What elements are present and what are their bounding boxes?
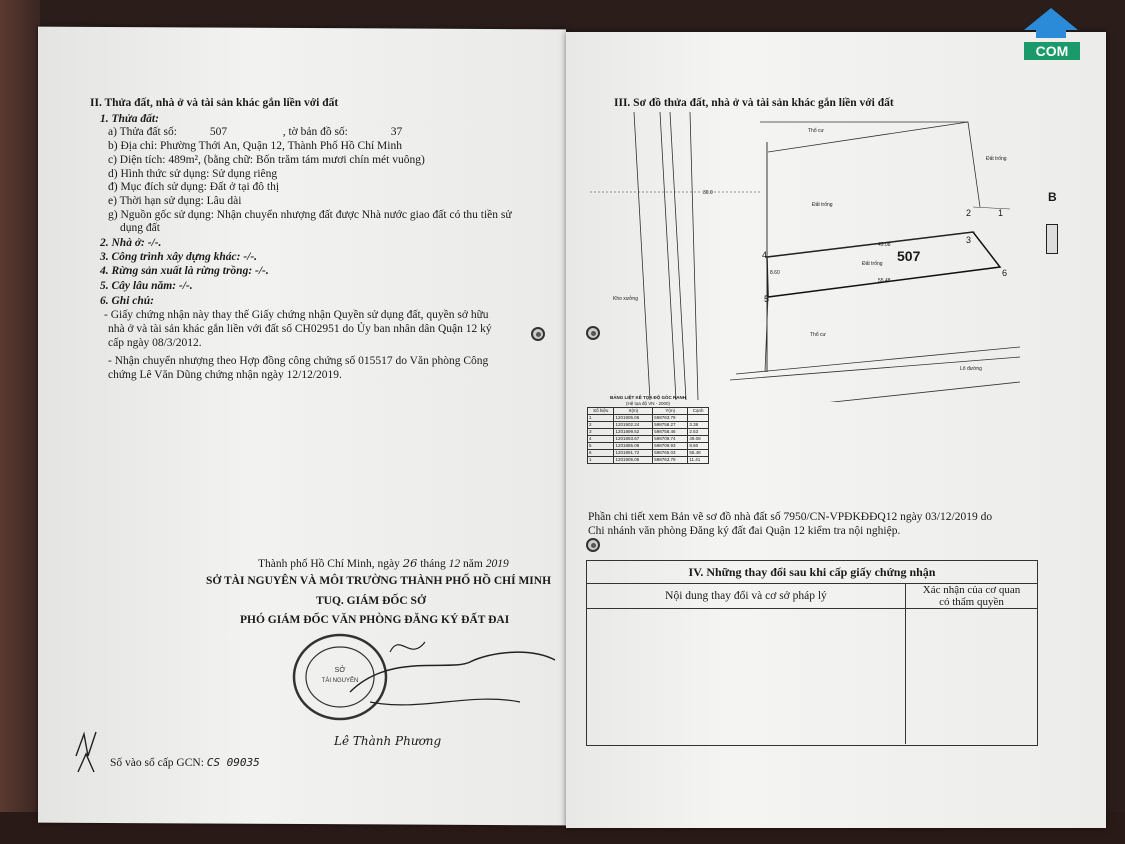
svg-text:TÀI NGUYÊN: TÀI NGUYÊN — [321, 678, 359, 684]
parcel-no-value: 507 — [209, 126, 228, 138]
cell: 598758.46 — [653, 429, 688, 436]
cell: 598758.27 — [653, 422, 688, 429]
issue-date-prefix: Thành phố Hồ Chí Minh, ngày — [258, 558, 400, 570]
corner-2: 2 — [966, 208, 972, 218]
coord-header: Số hiệu — [588, 408, 614, 415]
usage-purpose-line: đ) Mục đích sử dụng: Đất ở tại đô thị — [108, 181, 280, 193]
item-3: 3. Công trình xây dựng khác: -/-. — [100, 251, 258, 263]
item-2: 2. Nhà ở: -/-. — [100, 237, 162, 249]
coord-title: BẢNG LIỆT KÊ TỌA ĐỘ GÓC RANH — [609, 395, 687, 400]
corner-4: 4 — [762, 250, 768, 260]
gcn-number-value: CS 09035 — [206, 756, 260, 769]
cell: 5 — [588, 443, 614, 450]
deputy-title: PHÓ GIÁM ĐỐC VĂN PHÒNG ĐĂNG KÝ ĐẤT ĐAI — [240, 614, 510, 626]
issue-date-day: 26 — [402, 556, 418, 570]
initial-mark — [72, 726, 112, 776]
cell: 1201905.06 — [614, 457, 653, 464]
cell: 4 — [588, 436, 614, 443]
cell: 1201893.67 — [614, 436, 653, 443]
table-row — [588, 457, 709, 464]
cell: 1201905.06 — [614, 415, 653, 422]
signer-name: Lê Thành Phương — [334, 734, 442, 748]
item-4: 4. Rừng sản xuất là rừng trồng: -/-. — [100, 265, 269, 277]
parcel-number-label: 507 — [897, 248, 921, 264]
corner-6: 6 — [1002, 268, 1008, 278]
north-label: B — [1048, 190, 1057, 204]
section-iii-title: III. Sơ đồ thửa đất, nhà ở và tài sản khác gắn liền với đất — [614, 97, 894, 109]
changes-table — [586, 560, 1038, 746]
note-1-line-2: nhà ở và tài sản khác gắn liền với đất số CH02951 do Ủy ban nhân dân Quận 12 ký — [108, 323, 492, 335]
cell: 1201902.24 — [614, 422, 653, 429]
item-5: 5. Cây lâu năm: -/-. — [100, 280, 193, 292]
watermark-logo — [1020, 6, 1082, 62]
address-line: b) Địa chỉ: Phường Thới An, Quận 12, Thành Phố Hồ Chí Minh — [108, 140, 402, 152]
cell: 1 — [588, 457, 614, 464]
cell: 598709.74 — [653, 436, 688, 443]
map-label-kho-xuong: Kho xưởng — [613, 296, 638, 302]
note-1-line-3: cấp ngày 08/3/2012. — [108, 337, 202, 349]
table-row — [588, 422, 709, 429]
map-sheet-label: , tờ bản đồ số: — [282, 126, 348, 138]
cell: 2.63 — [688, 429, 709, 436]
cell — [688, 415, 709, 422]
signature — [330, 632, 560, 742]
map-dim-8: 8.60 — [770, 270, 780, 276]
tuq-line: TUQ. GIÁM ĐỐC SỞ — [316, 595, 426, 607]
cell: 598763.79 — [653, 457, 688, 464]
section-ii-title: II. Thửa đất, nhà ở và tài sản khác gắn liền với đất — [90, 97, 339, 109]
corner-5: 5 — [764, 294, 770, 304]
table-row — [588, 450, 709, 457]
coord-grid — [587, 407, 709, 464]
usage-form-line: d) Hình thức sử dụng: Sử dụng riêng — [108, 168, 278, 180]
map-label-dat-trong-right: Đất trống — [986, 156, 1007, 162]
coord-header: Y(m) — [653, 408, 688, 415]
issue-date-line — [258, 556, 509, 571]
logo-text: COM — [1024, 42, 1080, 60]
cell: 598709.93 — [653, 443, 688, 450]
binding-hole-right-2 — [586, 538, 600, 552]
issue-date-year: 2019 — [485, 558, 509, 570]
cell: 3.38 — [688, 422, 709, 429]
corner-1: 1 — [998, 208, 1004, 218]
issue-date-year-label: năm — [463, 558, 483, 570]
changes-table-title: IV. Những thay đổi sau khi cấp giấy chứng nhận — [587, 561, 1037, 584]
note-1-line-1: - Giấy chứng nhận này thay thế Giấy chứng nhận Quyền sử dụng đất, quyền sở hữu — [104, 309, 489, 321]
cell: 1 — [588, 415, 614, 422]
map-label-tho-cu-top: Thổ cư — [808, 128, 824, 134]
item-6: 6. Ghi chú: — [100, 295, 154, 307]
issue-date-month-label: tháng — [420, 558, 446, 570]
changes-col-content — [587, 584, 906, 744]
parcel-map — [590, 112, 1030, 402]
table-row — [588, 436, 709, 443]
map-label-tho-cu-bottom: Thổ cư — [810, 332, 826, 338]
detail-note-2: Chi nhánh văn phòng Đăng ký đất đai Quận 12 kiểm tra nội nghiệp. — [588, 525, 901, 537]
coord-subtitle: (Hệ tọa độ VN - 2000) — [625, 401, 671, 406]
house-icon — [1020, 6, 1082, 40]
map-label-dat-trong-mid: Đất trống — [812, 202, 833, 208]
cell: 598765.03 — [653, 450, 688, 457]
area-line: c) Diện tích: 489m², (bằng chữ: Bốn trăm tám mươi chín mét vuông) — [108, 154, 425, 166]
background-left — [0, 0, 40, 844]
cell: 598763.79 — [653, 415, 688, 422]
note-2-line-2: chứng Lê Văn Dũng chứng nhận ngày 12/12/2019. — [108, 369, 342, 381]
svg-text:SỞ: SỞ — [334, 667, 346, 674]
table-row — [588, 443, 709, 450]
binding-hole — [531, 327, 545, 341]
table-row — [588, 429, 709, 436]
map-dim-49: 49.08 — [878, 242, 891, 248]
cell: 49.08 — [688, 436, 709, 443]
changes-col-content-header: Nội dung thay đổi và cơ sở pháp lý — [587, 584, 905, 609]
cell: 8.60 — [688, 443, 709, 450]
page-clip — [1046, 224, 1058, 254]
parcel-line — [108, 125, 402, 139]
map-label-duong: Lô đường — [960, 366, 982, 372]
gcn-number-line — [110, 756, 260, 770]
coord-header: X(m) — [614, 408, 653, 415]
table-row — [588, 415, 709, 422]
cell: 11.41 — [688, 457, 709, 464]
cell: 6 — [588, 450, 614, 457]
issuer-org: SỞ TÀI NGUYÊN VÀ MÔI TRƯỜNG THÀNH PHỐ HỒ CHÍ MINH — [206, 575, 552, 587]
parcel-no-label: a) Thửa đất số: — [108, 126, 177, 138]
cell: 55.48 — [688, 450, 709, 457]
confirm-header-line-2: có thẩm quyền — [939, 596, 1004, 608]
cell: 3 — [588, 429, 614, 436]
cell: 2 — [588, 422, 614, 429]
gcn-number-label: Số vào sổ cấp GCN: — [110, 757, 204, 769]
map-dim-30: 30.0 — [703, 190, 713, 196]
changes-col-confirm-header — [906, 584, 1037, 609]
origin-line-1: g) Nguồn gốc sử dụng: Nhận chuyển nhượng đất được Nhà nước giao đất có thu tiền sử — [108, 209, 512, 221]
origin-line-2: dụng đất — [120, 222, 160, 234]
cell: 1201891.72 — [614, 450, 653, 457]
cell: 1201899.52 — [614, 429, 653, 436]
issue-date-month: 12 — [448, 558, 461, 570]
usage-term-line: e) Thời hạn sử dụng: Lâu dài — [108, 195, 242, 207]
map-dim-55: 55.48 — [878, 278, 891, 284]
cell: 1201885.08 — [614, 443, 653, 450]
coordinate-table — [587, 395, 709, 491]
confirm-header-line-1: Xác nhận của cơ quan — [922, 584, 1021, 596]
item-1-label: 1. Thửa đất: — [100, 113, 159, 125]
detail-note-1: Phần chi tiết xem Bản vẽ sơ đồ nhà đất số 7950/CN-VPĐKĐĐQ12 ngày 03/12/2019 do — [588, 511, 993, 523]
corner-3: 3 — [966, 235, 972, 245]
note-2-line-1: - Nhận chuyển nhượng theo Hợp đồng công chứng số 015517 do Văn phòng Công — [108, 355, 489, 367]
coord-header: Cạnh — [688, 408, 709, 415]
map-label-dat-trong-parcel: Đất trống — [862, 261, 883, 267]
map-sheet-value: 37 — [390, 126, 403, 138]
